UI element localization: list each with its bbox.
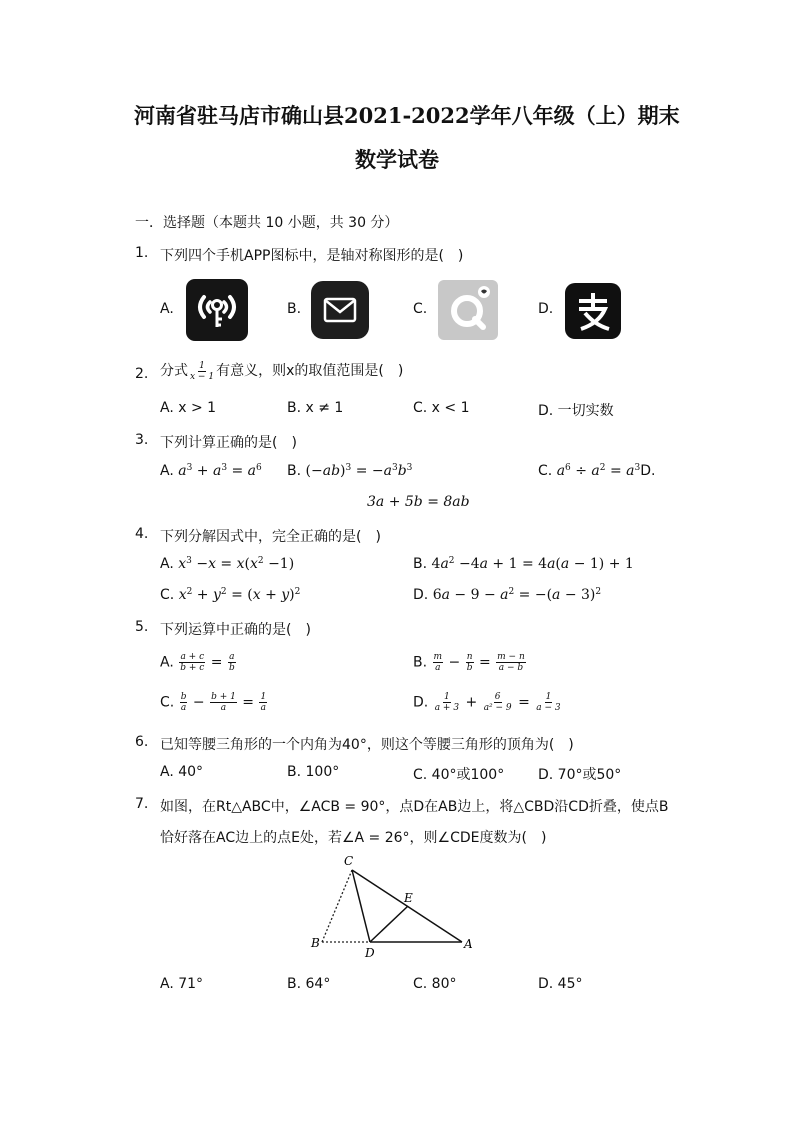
q1-option-d-label: D.: [538, 301, 554, 317]
q3-option-c: C. $a^6 \div a^2 = a^3D$.: [538, 463, 656, 479]
q3-number: 3.: [135, 432, 149, 448]
q6-option-d: D. 70°或50°: [538, 767, 622, 783]
q7-option-d: D. 45°: [538, 976, 583, 992]
q5-option-a-label: A.: [160, 654, 174, 671]
label-a: A: [464, 937, 473, 951]
q1-number: 1.: [135, 245, 149, 261]
q5-option-a: A. $\frac{a + c}{b + c}$ = $\frac{a}{b}$: [160, 652, 235, 673]
q4-option-d: D. $6a - 9 - a^2 = -(a - 3)^2$: [413, 587, 602, 603]
mail-icon: [311, 281, 369, 339]
q7-option-a: A. 71°: [160, 976, 204, 992]
q7-stem-line1: 如图，在Rt△ABC中，∠ACB = 90°，点D在AB边上，将△CBD沿CD折叠，使点B: [160, 799, 669, 815]
q5-option-d: D. $\frac{1}{a + 3}$ + $\frac{6}{\text{a² − 9}}$ = $\frac{1}{a - 3}$: [413, 692, 561, 713]
q5-number: 5.: [135, 619, 149, 635]
exam-title-line1: 河南省驻马店市确山县2021-2022学年八年级（上）期末: [134, 103, 680, 128]
q3-option-b: B. $(-ab)^3 = -a^3b^3$: [287, 463, 413, 479]
q6-option-b: B. 100°: [287, 764, 340, 780]
label-e: E: [404, 891, 413, 905]
segment-de: [370, 906, 408, 942]
q5-option-b-label: B.: [413, 654, 428, 671]
label-b: B: [311, 936, 320, 950]
q5-option-b: B. $\frac{m}{a}$ − $\frac{n}{b}$ = $\frac{m - n}{a - b}$: [413, 652, 525, 673]
q1-option-a-label: A.: [160, 301, 174, 317]
wifi-key-icon: [186, 279, 248, 341]
q3-stem: 下列计算正确的是( ): [160, 435, 297, 451]
q7-option-b: B. 64°: [287, 976, 331, 992]
q2-fraction-denominator: x − 1: [190, 371, 215, 382]
q2-stem-post: 有意义，则x的取值范围是( ): [216, 363, 404, 379]
q6-option-a: A. 40°: [160, 764, 204, 780]
q4-option-d-label: D.: [413, 587, 429, 603]
q7-triangle-figure: [300, 848, 490, 963]
q2-option-d: D. 一切实数: [538, 403, 614, 419]
q5-option-c: C. $\frac{b}{a}$ − $\frac{b + 1}{a}$ = $\frac{1}{a}$: [160, 692, 267, 713]
q6-stem: 已知等腰三角形的一个内角为40°，则这个等腰三角形的顶角为( ): [160, 737, 574, 753]
alipay-icon: [565, 283, 621, 339]
q2-fraction-numerator: 1: [199, 360, 205, 371]
label-d: D: [365, 946, 375, 960]
q4-stem: 下列分解因式中，完全正确的是( ): [160, 529, 381, 545]
q7-number: 7.: [135, 796, 149, 812]
q1-stem: 下列四个手机APP图标中，是轴对称图形的是( ): [160, 248, 464, 264]
q4-number: 4.: [135, 526, 149, 542]
q4-option-a: A. $x^3 -x = x(x^2 -1)$: [160, 556, 295, 572]
q1-option-b-label: B.: [287, 301, 302, 317]
q5-stem: 下列运算中正确的是( ): [160, 622, 311, 638]
q3-option-d-label: D.: [640, 463, 656, 479]
segment-cb-dotted: [322, 870, 352, 942]
q2-option-c: C. x < 1: [413, 400, 470, 416]
q4-option-a-label: A.: [160, 556, 174, 572]
q2-number: 2.: [135, 366, 149, 382]
q4-option-b: B. $4a^2 -4a + 1 = 4a(a - 1) + 1$: [413, 556, 634, 572]
q2-option-a: A. x > 1: [160, 400, 217, 416]
q3-option-b-label: B.: [287, 463, 302, 479]
q5-option-d-label: D.: [413, 694, 429, 711]
q3-option-c-label: C.: [538, 463, 553, 479]
q3-option-d-expr: 3a + 5b = 8ab: [367, 494, 470, 510]
q3-option-a-label: A.: [160, 463, 174, 479]
label-c: C: [344, 854, 354, 868]
q2-stem: [160, 360, 403, 382]
q2-option-b: B. x ≠ 1: [287, 400, 344, 416]
q7-stem-line2: 恰好落在AC边上的点E处，若∠A = 26°，则∠CDE度数为( ): [160, 830, 547, 846]
q2-stem-pre: 分式: [160, 363, 188, 379]
q7-option-c: C. 80°: [413, 976, 457, 992]
q4-option-c: C. $x^2 + y^2 = (x + y)^2$: [160, 587, 301, 603]
q6-number: 6.: [135, 734, 149, 750]
q5-option-c-label: C.: [160, 694, 175, 711]
q4-option-b-label: B.: [413, 556, 428, 572]
q1-option-c-label: C.: [413, 301, 428, 317]
q3-option-a: A. $a^3 + a^3 = a^6$: [160, 463, 262, 479]
q2-fraction: [189, 361, 215, 382]
q6-option-c: C. 40°或100°: [413, 767, 505, 783]
exam-title-line2: 数学试卷: [355, 147, 439, 172]
section-heading: 一．选择题（本题共 10 小题，共 30 分）: [135, 215, 399, 231]
q-search-icon: [438, 280, 498, 340]
q4-option-c-label: C.: [160, 587, 175, 603]
